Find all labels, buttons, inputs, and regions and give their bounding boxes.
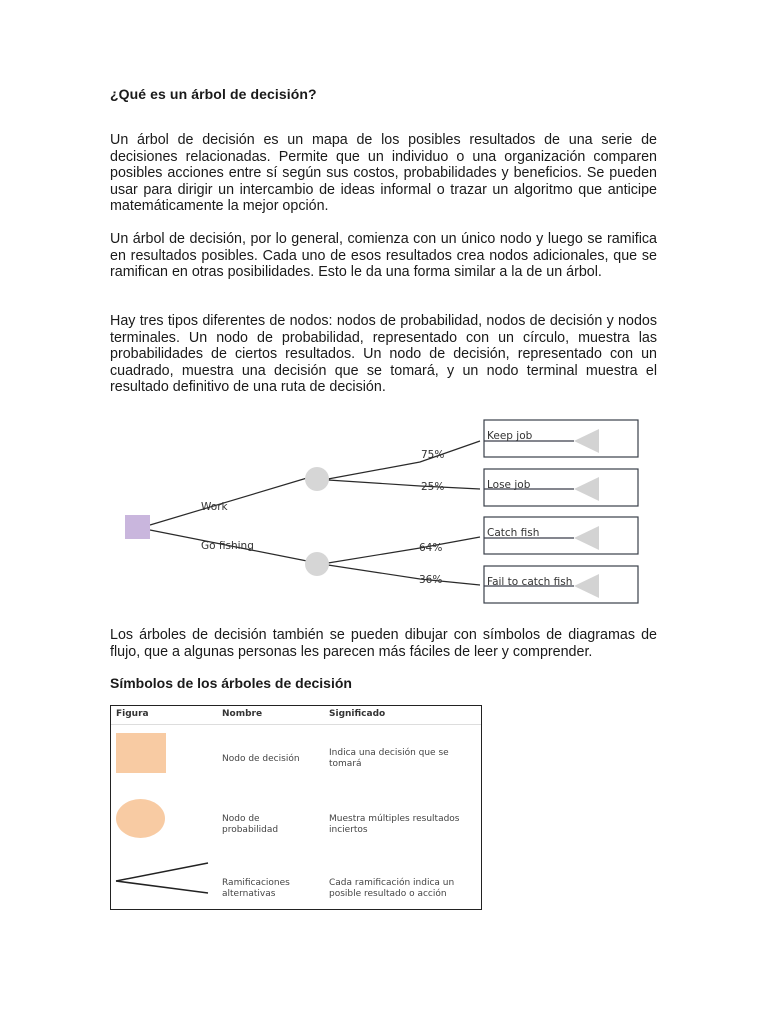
outcome-label-keep-job: Keep job bbox=[487, 430, 533, 442]
branch-label-go-fishing: Go fishing bbox=[201, 540, 254, 552]
symbols-table bbox=[110, 705, 482, 910]
terminal-triangle-icon bbox=[574, 477, 599, 501]
terminal-triangle-icon bbox=[574, 526, 599, 550]
paragraph-structure: Un árbol de decisión, por lo general, comienza con un único nodo y luego se ramifica en resultados posibles. Cada uno de esos resultados crea nodos adicionales, que se ramifican en otras posibilidades. Esto le da una forma similar a la de un árbol. bbox=[110, 231, 657, 281]
branch-line-work bbox=[150, 478, 307, 525]
paragraph-node-types: Hay tres tipos diferentes de nodos: nodos de probabilidad, nodos de decisión y nodos terminales. Un nodo de probabilidad, representado con un círculo, muestra las probabilidades de ciertos resultados. Un nodo de decisión, representado con un cuadrado, muestra una decisión que se tomará, y un nodo terminal muestra el resultado definitivo de una ruta de decisión. bbox=[110, 313, 657, 396]
terminal-node-keep-job bbox=[484, 420, 638, 457]
branch-line-fail-catch-fish bbox=[328, 565, 480, 585]
terminal-node-lose-job bbox=[484, 469, 638, 506]
outcome-label-fail-catch-fish: Fail to catch fish bbox=[487, 576, 573, 588]
chance-node-work bbox=[305, 467, 329, 491]
prob-label-lose-job: 25% bbox=[421, 481, 445, 493]
terminal-triangle-icon bbox=[574, 574, 599, 598]
decision-node-symbol bbox=[116, 733, 166, 773]
paragraph-intro: Un árbol de decisión es un mapa de los posibles resultados de una serie de decisiones relacionadas. Permite que un individuo o una organización comparen posibles acciones entre sí según sus costos, probabilidades y beneficios. Se pueden usar para dirigir un intercambio de ideas informal o trazar un algoritmo que anticipe matemáticamente la mejor opción. bbox=[110, 132, 657, 215]
row-probability-name: Nodo de probabilidad bbox=[222, 814, 279, 835]
branch-label-work: Work bbox=[201, 501, 228, 513]
outcome-label-lose-job: Lose job bbox=[487, 479, 531, 491]
branch-line-lose-job bbox=[328, 480, 480, 489]
terminal-node-fail-catch-fish bbox=[484, 566, 638, 603]
branch-line-catch-fish bbox=[328, 537, 480, 563]
prob-label-fail-catch-fish: 36% bbox=[419, 574, 443, 586]
header-nombre: Nombre bbox=[222, 709, 263, 719]
row-probability-meaning: Muestra múltiples resultados inciertos bbox=[329, 814, 460, 835]
terminal-node-catch-fish bbox=[484, 517, 638, 554]
row-decision-meaning: Indica una decisión que se tomará bbox=[329, 748, 449, 769]
symbols-heading: Símbolos de los árboles de decisión bbox=[110, 675, 352, 691]
branch-symbol-icon bbox=[114, 861, 210, 895]
chance-node-symbol bbox=[116, 799, 165, 838]
outcome-label-catch-fish: Catch fish bbox=[487, 527, 540, 539]
header-figura: Figura bbox=[116, 709, 149, 719]
header-significado: Significado bbox=[329, 709, 386, 719]
chance-node-fishing bbox=[305, 552, 329, 576]
terminal-triangle-icon bbox=[574, 429, 599, 453]
row-branches-name: Ramificaciones alternativas bbox=[222, 878, 290, 899]
row-decision-name: Nodo de decisión bbox=[222, 754, 300, 764]
prob-label-keep-job: 75% bbox=[421, 449, 445, 461]
header-divider bbox=[111, 724, 481, 725]
page-title: ¿Qué es un árbol de decisión? bbox=[110, 86, 317, 102]
branch-line-keep-job bbox=[328, 441, 480, 479]
prob-label-catch-fish: 64% bbox=[419, 542, 443, 554]
paragraph-flowchart: Los árboles de decisión también se pueden dibujar con símbolos de diagramas de flujo, que a algunas personas les parecen más fáciles de leer y comprender. bbox=[110, 627, 657, 660]
decision-node-square bbox=[125, 515, 150, 539]
row-branches-meaning: Cada ramificación indica un posible resultado o acción bbox=[329, 878, 455, 899]
